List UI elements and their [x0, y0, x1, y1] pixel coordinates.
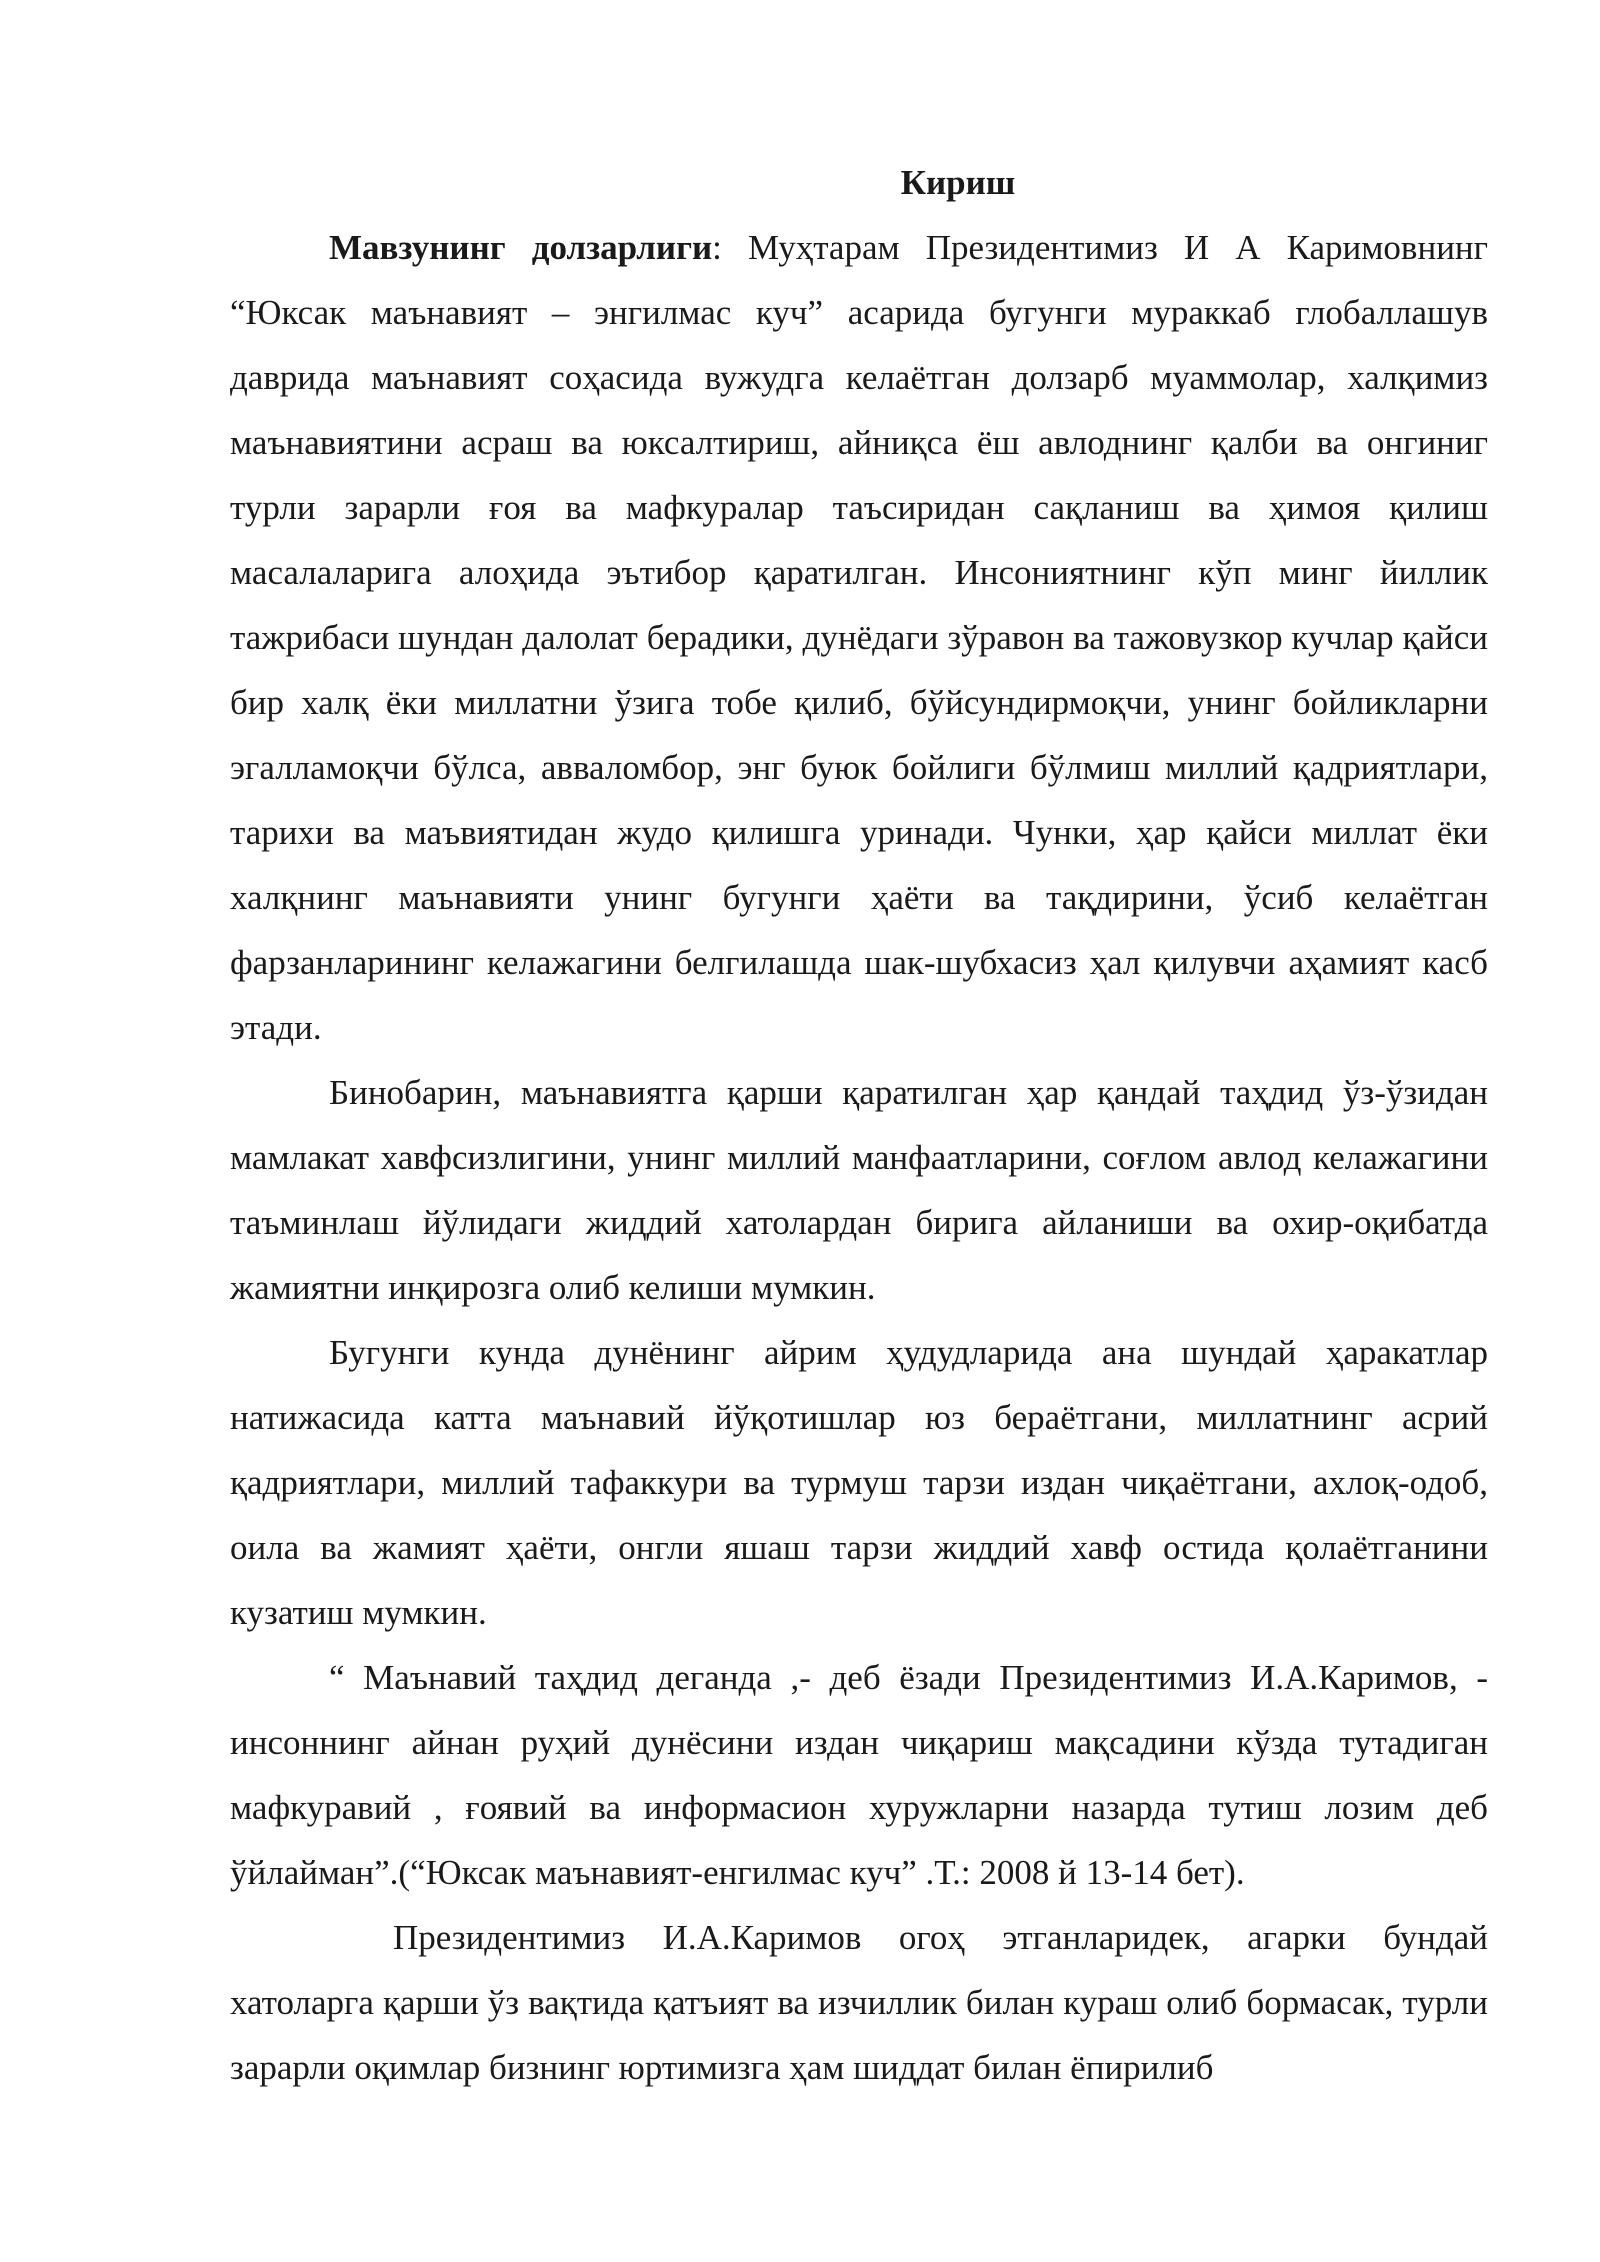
paragraph — [230, 1905, 1488, 2100]
paragraph-relevance — [230, 215, 1488, 1060]
paragraph-lead-relevance: Мавзунинг долзарлиги — [329, 228, 713, 267]
paragraph-text: Президентимиз И.А.Каримов огоҳ этганларидек, агарки бундай хатоларга қарши ўз вақтида қатъият ва изчиллик билан кураш олиб бормасак, турли зарарли оқимлар бизнинг юртимизга ҳам шиддат билан ёпирилиб — [230, 1918, 1488, 2087]
paragraph-quote — [230, 1645, 1488, 1905]
document-body — [230, 150, 1488, 2100]
paragraph — [230, 1060, 1488, 1320]
paragraph-text: : Муҳтарам Президентимиз И А Каримовнинг “Юксак маънавият – энгилмас куч” асарида бугунги мураккаб глобаллашув даврида маънавият соҳасида вужудга келаётган долзарб муаммолар, халқимиз маънавиятини асраш ва юксалтириш, айниқса ёш авлоднинг қалби ва онгиниг турли зарарли ғоя ва мафкуралар таъсиридан сақланиш ва ҳимоя қилиш масалаларига алоҳида эътибор қаратилган. Инсониятнинг кўп минг йиллик тажрибаси шундан далолат берадики, дунёдаги зўравон ва тажовузкор кучлар қайси бир халқ ёки миллатни ўзига тобе қилиб, бўйсундирмоқчи, унинг бойликларни эгалламоқчи бўлса, авваломбор, энг буюк бойлиги бўлмиш миллий қадриятлари, тарихи ва маъвиятидан жудо қилишга уринади. Чунки, ҳар қайси миллат ёки халқнинг маънавияти унинг бугунги ҳаёти ва тақдирини, ўсиб келаётган фарзанларининг келажагини белгилашда шак-шубхасиз ҳал қилувчи аҳамият касб этади. — [230, 228, 1489, 1047]
document-title: Кириш — [900, 163, 1016, 202]
paragraph-text: “ Маънавий таҳдид деганда ,- деб ёзади Президентимиз И.А.Каримов, - инсоннинг айнан руҳий дунёсини издан чиқариш мақсадини кўзда тутадиган мафкуравий , ғоявий ва информасион хуружларни назарда тутиш лозим деб ўйлайман”.(“Юксак маънавият-енгилмас куч” .Т.: 2008 й 13-14 бет). — [230, 1658, 1488, 1892]
paragraph — [230, 1320, 1488, 1645]
paragraph-text: Бугунги кунда дунёнинг айрим ҳудудларида ана шундай ҳаракатлар натижасида катта маънавий йўқотишлар юз бераётгани, миллатнинг асрий қадриятлари, миллий тафаккури ва турмуш тарзи издан чиқаётгани, ахлоқ-одоб, оила ва жамият ҳаёти, онгли яшаш тарзи жиддий хавф остида қолаётганини кузатиш мумкин. — [230, 1333, 1488, 1632]
paragraph-text: Бинобарин, маънавиятга қарши қаратилган ҳар қандай таҳдид ўз-ўзидан мамлакат хавфсизлигини, унинг миллий манфаатларини, соғлом авлод келажагини таъминлаш йўлидаги жиддий хатолардан бирига айланиши ва охир-оқибатда жамиятни инқирозга олиб келиши мумкин. — [230, 1073, 1488, 1307]
